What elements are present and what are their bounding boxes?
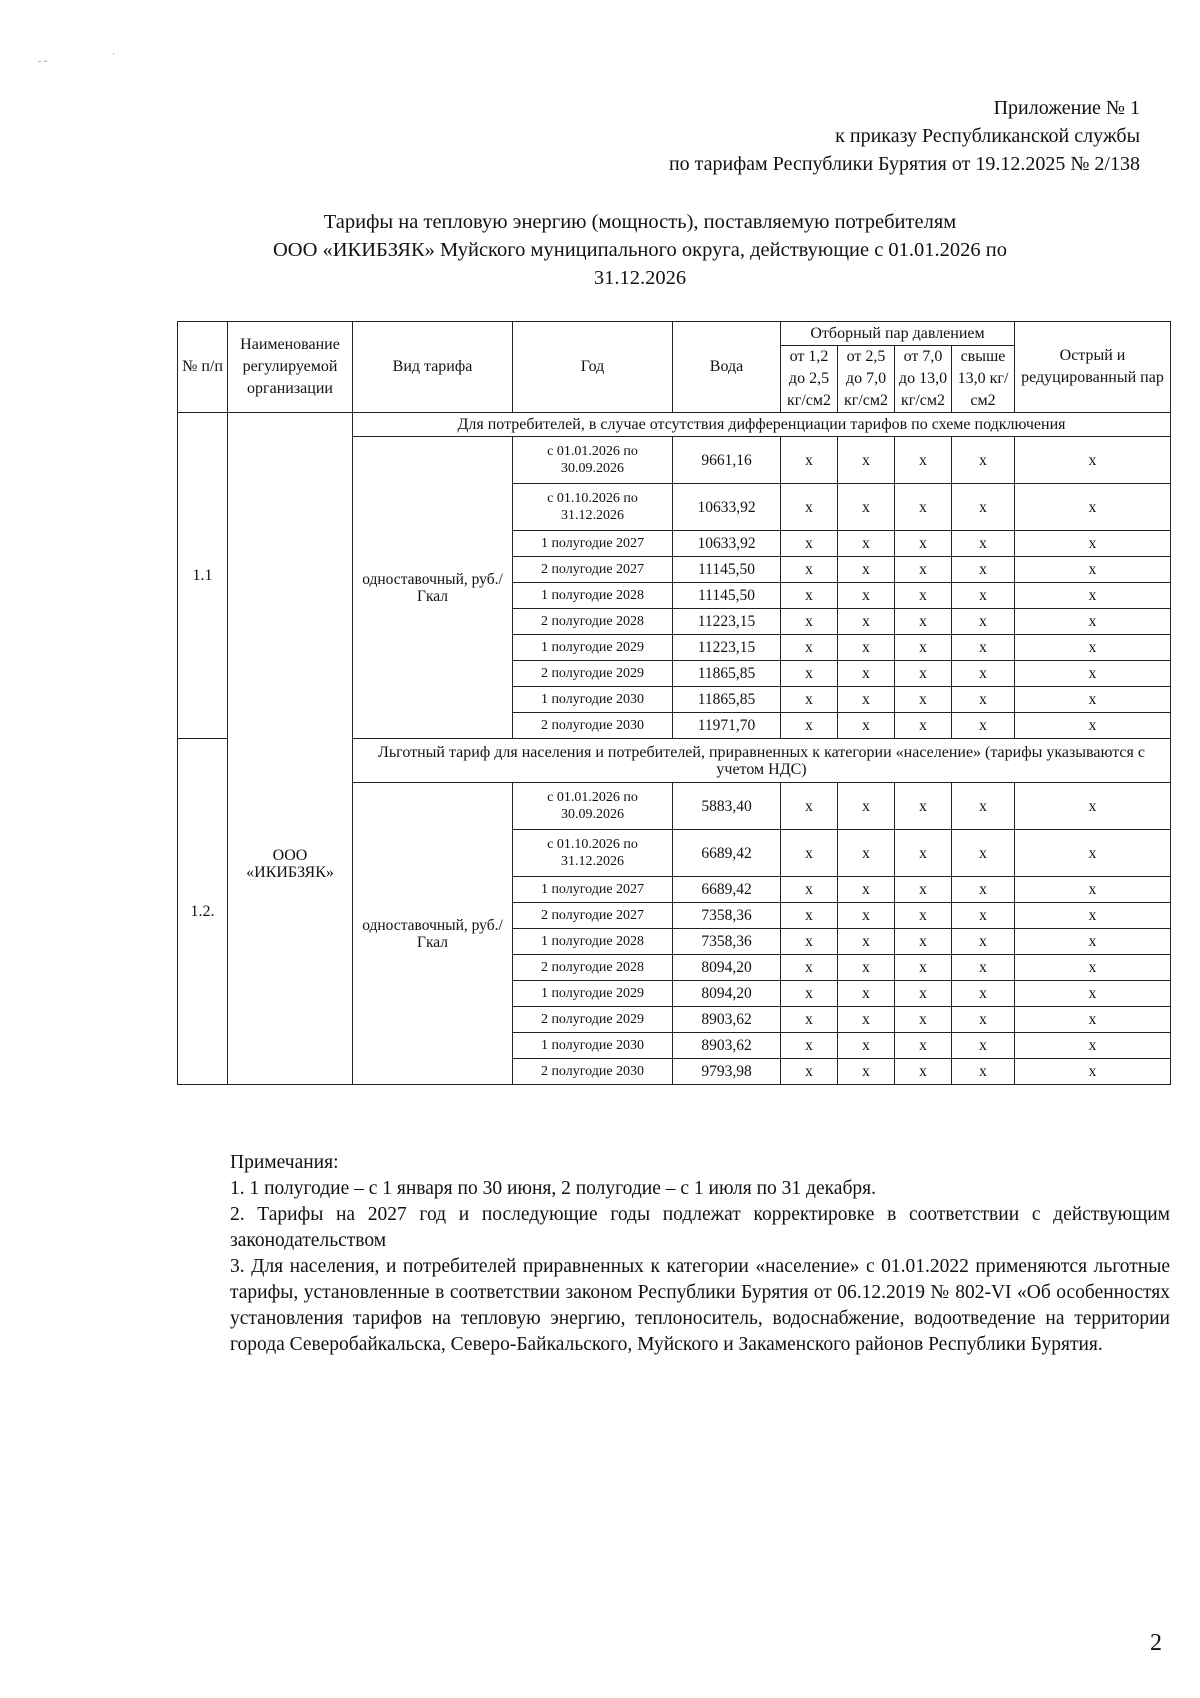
sharp-steam-cell: x — [1015, 661, 1171, 687]
steam-tariff-cell: x — [838, 955, 895, 981]
period-cell: 2 полугодие 2027 — [513, 903, 673, 929]
steam-tariff-cell: x — [895, 981, 952, 1007]
steam-tariff-cell: x — [895, 1007, 952, 1033]
appendix-order-date: по тарифам Республики Бурятия от 19.12.2025 № 2/138 — [668, 153, 1140, 175]
steam-tariff-cell: x — [895, 783, 952, 830]
water-tariff-cell: 9661,16 — [673, 437, 781, 484]
steam-tariff-cell: x — [838, 484, 895, 531]
steam-tariff-cell: x — [952, 661, 1015, 687]
steam-tariff-cell: x — [838, 929, 895, 955]
document-title — [200, 208, 1080, 292]
steam-tariff-cell: x — [838, 661, 895, 687]
sharp-steam-cell: x — [1015, 635, 1171, 661]
water-tariff-cell: 11145,50 — [673, 583, 781, 609]
steam-tariff-cell: x — [952, 437, 1015, 484]
sharp-steam-cell: x — [1015, 609, 1171, 635]
title-line-3: 31.12.2026 — [593, 267, 687, 289]
sharp-steam-cell: x — [1015, 583, 1171, 609]
steam-tariff-cell: x — [895, 929, 952, 955]
steam-tariff-cell: x — [952, 877, 1015, 903]
period-cell: 1 полугодие 2028 — [513, 929, 673, 955]
steam-tariff-cell: x — [952, 955, 1015, 981]
steam-tariff-cell: x — [952, 903, 1015, 929]
sharp-steam-cell: x — [1015, 783, 1171, 830]
sharp-steam-cell: x — [1015, 830, 1171, 877]
steam-tariff-cell: x — [838, 583, 895, 609]
header-num: № п/п — [178, 322, 228, 413]
water-tariff-cell: 6689,42 — [673, 830, 781, 877]
appendix-header — [669, 94, 1140, 178]
steam-tariff-cell: x — [895, 1059, 952, 1085]
period-cell: 2 полугодие 2029 — [513, 1007, 673, 1033]
steam-tariff-cell: x — [895, 903, 952, 929]
steam-tariff-cell: x — [838, 531, 895, 557]
water-tariff-cell: 9793,98 — [673, 1059, 781, 1085]
tariffs-table — [177, 321, 1171, 1085]
section-heading-row — [178, 413, 1171, 437]
steam-tariff-cell: x — [838, 609, 895, 635]
steam-tariff-cell: x — [838, 1059, 895, 1085]
header-tariff-type: Вид тарифа — [353, 322, 513, 413]
water-tariff-cell: 8094,20 — [673, 981, 781, 1007]
period-cell: 1 полугодие 2029 — [513, 981, 673, 1007]
water-tariff-cell: 8094,20 — [673, 955, 781, 981]
steam-tariff-cell: x — [895, 484, 952, 531]
sharp-steam-cell: x — [1015, 877, 1171, 903]
steam-tariff-cell: x — [895, 955, 952, 981]
water-tariff-cell: 11145,50 — [673, 557, 781, 583]
steam-tariff-cell: x — [895, 531, 952, 557]
period-cell: 1 полугодие 2027 — [513, 877, 673, 903]
sharp-steam-cell: x — [1015, 437, 1171, 484]
header-water: Вода — [673, 322, 781, 413]
appendix-number: Приложение № 1 — [993, 97, 1140, 119]
notes-section — [230, 1150, 1170, 1358]
period-cell: с 01.10.2026 по 31.12.2026 — [513, 830, 673, 877]
steam-tariff-cell: x — [781, 609, 838, 635]
header-steam-group: Отборный пар давлением — [781, 322, 1015, 346]
sharp-steam-cell: x — [1015, 1033, 1171, 1059]
steam-tariff-cell: x — [952, 1007, 1015, 1033]
steam-tariff-cell: x — [781, 903, 838, 929]
steam-tariff-cell: x — [952, 609, 1015, 635]
steam-tariff-cell: x — [781, 583, 838, 609]
period-cell: 1 полугодие 2027 — [513, 531, 673, 557]
header-year: Год — [513, 322, 673, 413]
steam-tariff-cell: x — [838, 981, 895, 1007]
steam-tariff-cell: x — [952, 635, 1015, 661]
steam-tariff-cell: x — [895, 687, 952, 713]
header-row — [178, 322, 1171, 346]
period-cell: 2 полугодие 2028 — [513, 955, 673, 981]
steam-tariff-cell: x — [781, 1007, 838, 1033]
title-line-1: Тарифы на тепловую энергию (мощность), поставляемую потребителям — [323, 211, 957, 233]
scan-speck: ˜ ˆ — [38, 60, 48, 71]
steam-tariff-cell: x — [781, 531, 838, 557]
steam-tariff-cell: x — [952, 484, 1015, 531]
steam-tariff-cell: x — [781, 713, 838, 739]
steam-tariff-cell: x — [952, 687, 1015, 713]
period-cell: 2 полугодие 2027 — [513, 557, 673, 583]
period-cell: 2 полугодие 2028 — [513, 609, 673, 635]
steam-tariff-cell: x — [781, 1059, 838, 1085]
steam-tariff-cell: x — [781, 955, 838, 981]
steam-tariff-cell: x — [838, 1033, 895, 1059]
water-tariff-cell: 6689,42 — [673, 877, 781, 903]
title-line-2: ООО «ИКИБЗЯК» Муйского муниципального округа, действующие с 01.01.2026 по — [272, 239, 1008, 261]
sharp-steam-cell: x — [1015, 955, 1171, 981]
section-number: 1.2. — [178, 739, 228, 1085]
steam-tariff-cell: x — [838, 830, 895, 877]
steam-tariff-cell: x — [952, 981, 1015, 1007]
note-2: 2. Тарифы на 2027 год и последующие годы подлежат корректировке в соответствии с действующим законодательством — [230, 1204, 1170, 1251]
steam-tariff-cell: x — [895, 713, 952, 739]
steam-tariff-cell: x — [781, 877, 838, 903]
steam-tariff-cell: x — [952, 1033, 1015, 1059]
steam-tariff-cell: x — [838, 713, 895, 739]
steam-tariff-cell: x — [781, 783, 838, 830]
section-heading: Для потребителей, в случае отсутствия дифференциации тарифов по схеме подключения — [353, 413, 1171, 437]
water-tariff-cell: 5883,40 — [673, 783, 781, 830]
header-steam-4: свыше 13,0 кг/см2 — [952, 346, 1015, 413]
organization-name: ООО «ИКИБЗЯК» — [228, 413, 353, 1085]
steam-tariff-cell: x — [781, 661, 838, 687]
steam-tariff-cell: x — [838, 783, 895, 830]
steam-tariff-cell: x — [895, 830, 952, 877]
header-steam-3: от 7,0 до 13,0 кг/см2 — [895, 346, 952, 413]
sharp-steam-cell: x — [1015, 981, 1171, 1007]
steam-tariff-cell: x — [895, 609, 952, 635]
sharp-steam-cell: x — [1015, 929, 1171, 955]
steam-tariff-cell: x — [781, 557, 838, 583]
steam-tariff-cell: x — [952, 830, 1015, 877]
sharp-steam-cell: x — [1015, 687, 1171, 713]
steam-tariff-cell: x — [895, 583, 952, 609]
steam-tariff-cell: x — [838, 903, 895, 929]
header-steam-2: от 2,5 до 7,0 кг/см2 — [838, 346, 895, 413]
water-tariff-cell: 10633,92 — [673, 531, 781, 557]
steam-tariff-cell: x — [781, 635, 838, 661]
notes-heading: Примечания: — [230, 1152, 339, 1173]
scan-speck: ˈ — [112, 52, 116, 63]
period-cell: 1 полугодие 2028 — [513, 583, 673, 609]
steam-tariff-cell: x — [952, 713, 1015, 739]
steam-tariff-cell: x — [895, 635, 952, 661]
steam-tariff-cell: x — [952, 583, 1015, 609]
steam-tariff-cell: x — [781, 687, 838, 713]
period-cell: 1 полугодие 2030 — [513, 1033, 673, 1059]
steam-tariff-cell: x — [895, 557, 952, 583]
tariff-type: одноставочный, руб./Гкал — [353, 783, 513, 1085]
steam-tariff-cell: x — [895, 661, 952, 687]
header-org: Наименование регулируемой организации — [228, 322, 353, 413]
water-tariff-cell: 7358,36 — [673, 929, 781, 955]
period-cell: с 01.10.2026 по 31.12.2026 — [513, 484, 673, 531]
sharp-steam-cell: x — [1015, 484, 1171, 531]
period-cell: с 01.01.2026 по 30.09.2026 — [513, 783, 673, 830]
period-cell: 2 полугодие 2030 — [513, 1059, 673, 1085]
note-1: 1. 1 полугодие – с 1 января по 30 июня, 2 полугодие – с 1 июля по 31 декабря. — [230, 1178, 876, 1199]
steam-tariff-cell: x — [895, 437, 952, 484]
sharp-steam-cell: x — [1015, 903, 1171, 929]
appendix-order-line: к приказу Республиканской службы — [835, 125, 1140, 147]
steam-tariff-cell: x — [781, 830, 838, 877]
water-tariff-cell: 11223,15 — [673, 635, 781, 661]
steam-tariff-cell: x — [781, 484, 838, 531]
period-cell: 1 полугодие 2030 — [513, 687, 673, 713]
period-cell: с 01.01.2026 по 30.09.2026 — [513, 437, 673, 484]
steam-tariff-cell: x — [781, 1033, 838, 1059]
water-tariff-cell: 11223,15 — [673, 609, 781, 635]
steam-tariff-cell: x — [952, 557, 1015, 583]
steam-tariff-cell: x — [838, 437, 895, 484]
header-sharp-steam: Острый и редуцированный пар — [1015, 322, 1171, 413]
steam-tariff-cell: x — [838, 1007, 895, 1033]
steam-tariff-cell: x — [838, 877, 895, 903]
steam-tariff-cell: x — [781, 929, 838, 955]
steam-tariff-cell: x — [838, 635, 895, 661]
header-steam-1: от 1,2 до 2,5 кг/см2 — [781, 346, 838, 413]
water-tariff-cell: 11865,85 — [673, 661, 781, 687]
steam-tariff-cell: x — [952, 531, 1015, 557]
period-cell: 2 полугодие 2030 — [513, 713, 673, 739]
steam-tariff-cell: x — [838, 557, 895, 583]
water-tariff-cell: 7358,36 — [673, 903, 781, 929]
steam-tariff-cell: x — [952, 783, 1015, 830]
steam-tariff-cell: x — [895, 1033, 952, 1059]
tariffs-table-body — [178, 322, 1171, 1085]
sharp-steam-cell: x — [1015, 557, 1171, 583]
sharp-steam-cell: x — [1015, 1007, 1171, 1033]
section-heading: Льготный тариф для населения и потребителей, приравненных к категории «население» (тарифы указываются с учетом НДС) — [353, 739, 1171, 783]
water-tariff-cell: 11865,85 — [673, 687, 781, 713]
page-number: 2 — [1150, 1630, 1162, 1656]
note-3: 3. Для населения, и потребителей приравненных к категории «население» с 01.01.2022 применяются льготные тарифы, установленные в соответствии законом Республики Бурятия от 06.12.2019 № 802-VI «Об особенностях установления тарифов на тепловую энергию, теплоноситель, водоснабжение, водоотведение на территории города Северобайкальска, Северо-Байкальского, Муйского и Закаменского районов Республики Бурятия. — [230, 1256, 1170, 1355]
period-cell: 1 полугодие 2029 — [513, 635, 673, 661]
period-cell: 2 полугодие 2029 — [513, 661, 673, 687]
water-tariff-cell: 8903,62 — [673, 1033, 781, 1059]
steam-tariff-cell: x — [895, 877, 952, 903]
sharp-steam-cell: x — [1015, 531, 1171, 557]
tariff-type: одноставочный, руб./Гкал — [353, 437, 513, 739]
water-tariff-cell: 10633,92 — [673, 484, 781, 531]
water-tariff-cell: 8903,62 — [673, 1007, 781, 1033]
steam-tariff-cell: x — [781, 981, 838, 1007]
steam-tariff-cell: x — [952, 1059, 1015, 1085]
section-number: 1.1 — [178, 413, 228, 739]
steam-tariff-cell: x — [781, 437, 838, 484]
steam-tariff-cell: x — [838, 687, 895, 713]
steam-tariff-cell: x — [952, 929, 1015, 955]
water-tariff-cell: 11971,70 — [673, 713, 781, 739]
sharp-steam-cell: x — [1015, 1059, 1171, 1085]
sharp-steam-cell: x — [1015, 713, 1171, 739]
